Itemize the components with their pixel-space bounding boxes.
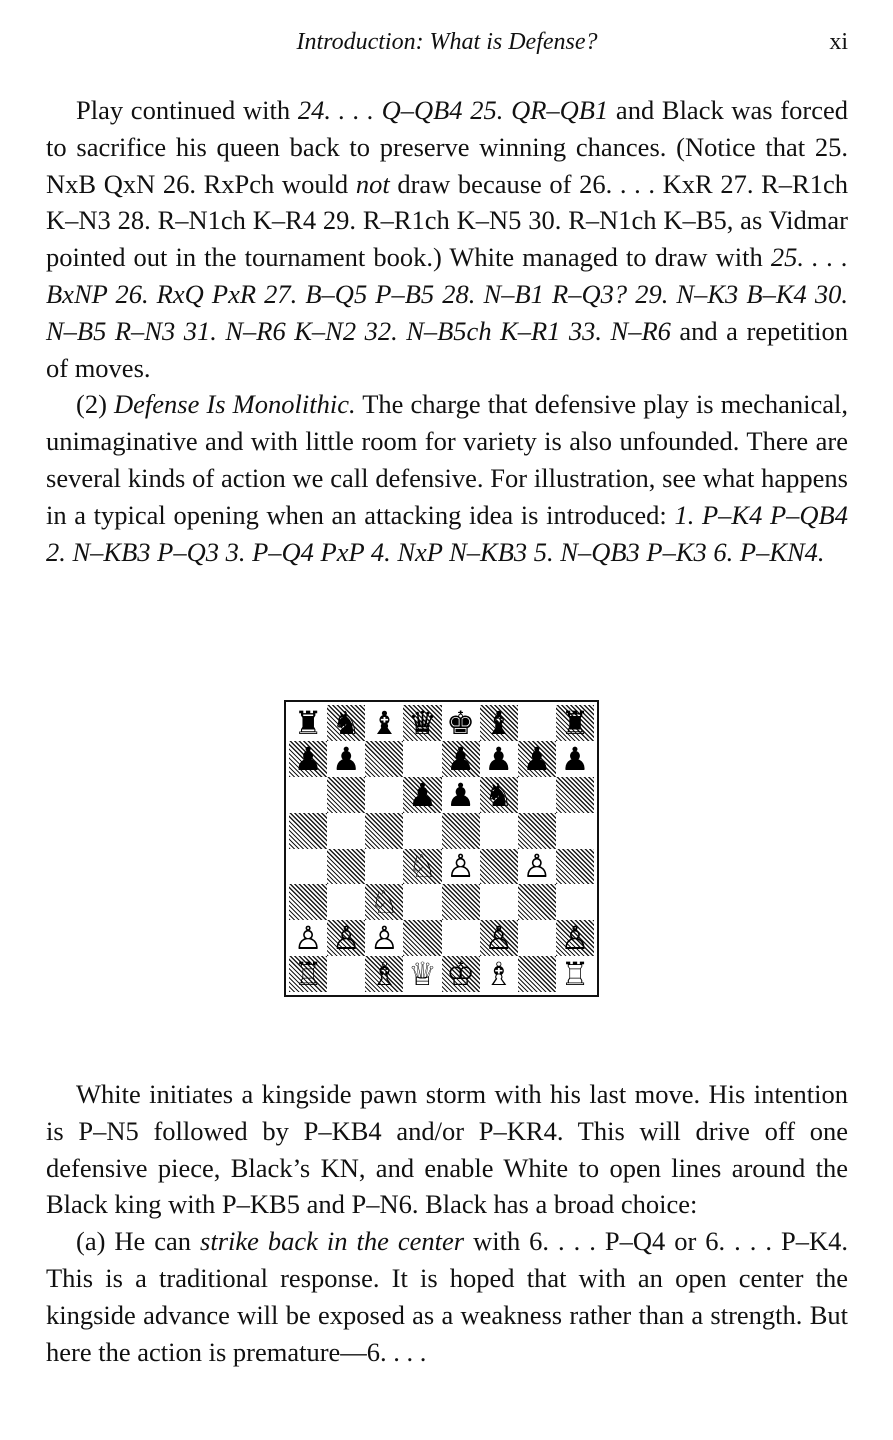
chess-piece: ♟ [522,740,552,777]
chess-piece: ♟ [446,776,475,813]
chess-piece: ♔ [446,956,475,992]
chess-piece: ♙ [293,920,323,957]
text-block-bottom [46,1076,848,1370]
board-square [556,849,594,885]
page-number: xi [829,29,848,55]
board-square [442,705,480,741]
board-square [442,884,480,920]
board-square [289,956,327,992]
text-block-top [46,92,848,570]
board-square [480,849,518,885]
chess-piece: ♞ [484,776,514,813]
board-square [327,741,365,777]
chess-piece: ♜ [293,705,323,741]
italic-text: Defense Is Monolithic. [114,389,356,420]
italic-text: 24. . . . Q–QB4 25. QR–QB1 [297,95,609,125]
board-square [289,777,327,813]
board-square [442,813,480,849]
board-square [518,705,556,741]
running-header [46,26,848,58]
chess-piece: ♝ [369,705,399,741]
chess-piece: ♘ [369,884,399,921]
chess-piece: ♖ [560,956,590,992]
paragraph [46,1076,848,1223]
board-square [518,849,556,885]
chess-piece: ♝ [484,705,514,741]
board-square [556,777,594,813]
board-square [327,777,365,813]
paragraph [46,1223,848,1370]
board-square [289,849,327,885]
board-square [442,956,480,992]
board-square [403,849,441,885]
board-square [518,956,556,992]
board-square [480,741,518,777]
board-square [365,705,403,741]
paragraph [46,386,848,570]
board-square [442,920,480,956]
board-square [365,920,403,956]
chess-piece: ♙ [369,920,399,957]
chess-piece: ♟ [293,740,323,777]
board-square [289,813,327,849]
board-square [518,777,556,813]
board-square [289,741,327,777]
chess-piece: ♖ [293,956,323,992]
board-square [518,741,556,777]
board-square [480,884,518,920]
board-square [403,741,441,777]
text-run: Play continued with [76,95,298,125]
chess-piece: ♟ [408,776,437,813]
chess-piece: ♚ [446,705,475,741]
paragraph [46,92,848,386]
chess-diagram [284,700,599,997]
chess-piece: ♙ [446,848,475,885]
italic-text: 1. P–K4 P–QB4 2. N–KB3 P–Q3 3. P–Q4 PxP 4. NxP N–KB3 5. N–QB3 P–K3 6. P–KN4. [46,499,848,567]
italic-text: 25. . . . BxNP 26. RxQ PxR 27. B–Q5 P–B5 28. N–B1 R–Q3? 29. N–K3 B–K4 30. N–B5 R–N3 31. N–R6 K–N2 32. N–B5ch K–R1 33. N–R6 [46,242,849,346]
board-square [556,956,594,992]
board-square [518,920,556,956]
board-square [480,956,518,992]
chess-piece: ♞ [331,705,361,741]
board-square [556,705,594,741]
text-run: (a) He can [76,1226,201,1257]
text-run: and Black was forced to sacrifice his queen back to preserve winning chances. (Notice that 25. NxB QxN 26. RxPch would [46,95,848,199]
board-square [442,849,480,885]
text-run: draw because of 26. . . . KxR 27. R–R1ch K–N3 28. R–N1ch K–R4 29. R–R1ch K–N5 30. R–N1ch K–B5, as Vidmar pointed out in the tournament book.) White managed to draw with [46,168,848,273]
board-square [365,884,403,920]
chess-piece: ♟ [560,740,590,777]
text-run: (2) [76,389,114,420]
board-square [365,777,403,813]
board-square [289,920,327,956]
board-square [480,920,518,956]
chess-piece: ♗ [369,956,399,992]
board-square [442,777,480,813]
board-square [480,777,518,813]
chess-board [289,705,594,992]
board-square [327,956,365,992]
board-square [518,813,556,849]
chess-piece: ♙ [331,920,361,957]
board-square [518,884,556,920]
board-square [556,920,594,956]
board-square [289,884,327,920]
chess-piece: ♘ [408,848,437,885]
chess-piece: ♟ [331,740,361,777]
chess-piece: ♙ [484,920,514,957]
board-square [403,956,441,992]
board-square [365,849,403,885]
board-square [480,813,518,849]
board-square [556,884,594,920]
board-square [442,741,480,777]
board-square [403,920,441,956]
chess-piece: ♟ [484,740,514,777]
board-square [403,777,441,813]
italic-text: strike back in the center [200,1226,465,1257]
chess-piece: ♛ [408,705,437,741]
chess-piece: ♟ [446,740,475,777]
board-square [556,741,594,777]
board-square [289,705,327,741]
text-run: White initiates a kingside pawn storm with his last move. His intention is P–N5 followed by P–KB4 and/or P–KR4. This will drive off one defensive piece, Black’s KN, and enable White to open lines around the Black king with P–KB5 and P–N6. Black has a broad choice: [46,1079,848,1220]
chess-piece: ♗ [484,956,514,992]
running-title: Introduction: What is Defense? [296,29,598,55]
board-square [480,705,518,741]
board-square [556,813,594,849]
board-square [327,920,365,956]
chess-piece: ♙ [560,920,590,957]
board-square [327,705,365,741]
chess-piece: ♙ [522,848,552,885]
board-square [365,741,403,777]
text-run: and a repetition of moves. [46,315,848,383]
board-square [327,849,365,885]
board-square [327,813,365,849]
board-square [403,884,441,920]
chess-piece: ♕ [408,956,437,992]
italic-text: not [355,168,390,199]
board-square [327,884,365,920]
text-run: The charge that defensive play is mechanical, unimaginative and with little room for variety is also unfounded. There are several kinds of action we call defensive. For illustration, see what happens in a typical opening when an attacking idea is introduced: [46,389,848,530]
board-square [365,813,403,849]
board-square [403,705,441,741]
board-square [403,813,441,849]
board-square [365,956,403,992]
chess-piece: ♜ [560,705,590,741]
text-run: with 6. . . . P–Q4 or 6. . . . P–K4. This is a traditional response. It is hoped that with an open center the kingside advance will be exposed as a weakness rather than a strength. But here the action is premature—6. . . . [46,1226,848,1367]
